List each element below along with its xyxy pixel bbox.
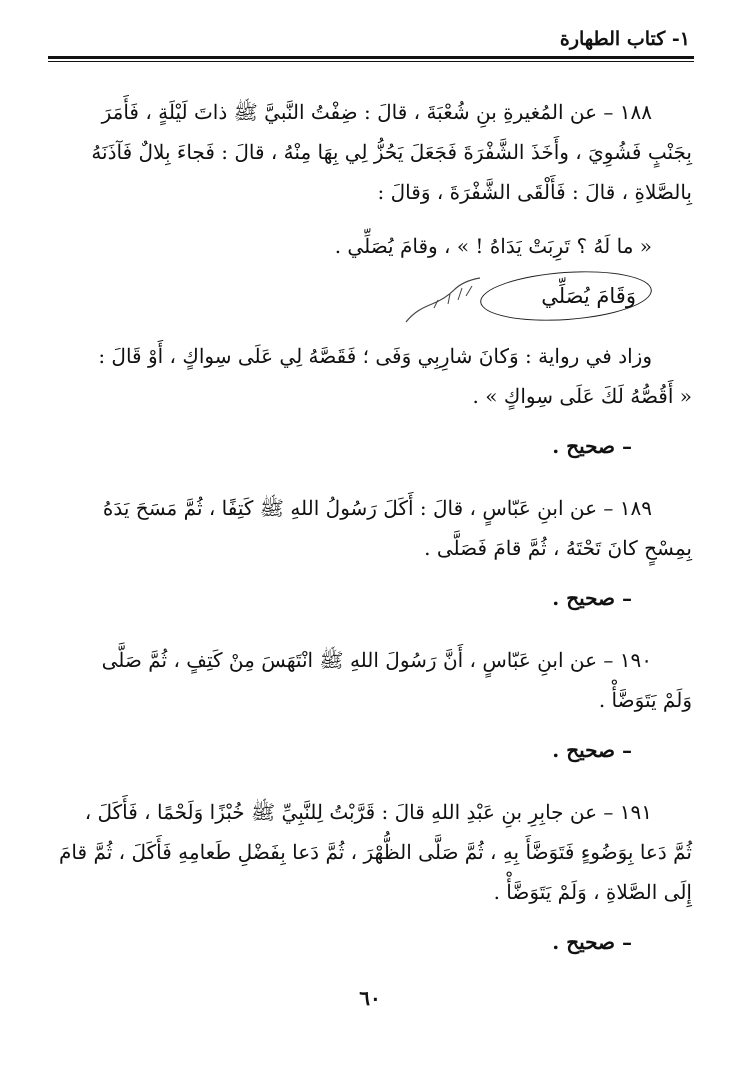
hadith-188-line-1: ١٨٨ – عن المُغيرةِ بنِ شُعْبَةَ ، قالَ : ضِفْتُ النَّبيَّ ﷺ ذاتَ لَيْلَةٍ ، فَأَمَرَ [101,100,652,124]
annotation-scribble-icon [402,270,482,326]
hadith-191-line-2: ثُمَّ دَعا بِوَضُوءٍ فَتَوَضَّأَ بِهِ ، ثُمَّ صَلَّى الظُّهْرَ ، ثُمَّ دَعا بِفَضْلِ طَعامِهِ فَأَكَلَ ، ثُمَّ قامَ [59,840,692,864]
hadith-190-verdict: – صحيح . [552,738,632,762]
running-header-title: ١- كتاب الطهارة [559,28,690,50]
hadith-190-line-1: ١٩٠ – عن ابنِ عَبّاسٍ ، أَنَّ رَسُولَ اللهِ ﷺ انْتَهَسَ مِنْ كَتِفٍ ، ثُمَّ صَلَّى [101,648,652,672]
page-body [46,92,692,984]
hadith-188-line-3: بِالصَّلاةِ ، قالَ : فَأَلْقَى الشَّفْرَةَ ، وَقالَ : [377,180,692,204]
hadith-189-verdict: – صحيح . [552,586,632,610]
header-rule-thick [48,56,694,59]
hadith-191-line-3: إِلَى الصَّلاةِ ، وَلَمْ يَتَوَضَّأْ . [493,880,692,904]
hadith-188-verdict: – صحيح . [552,434,632,458]
hadith-188-extra-line-2: « أَقُصُّهُ لَكَ عَلَى سِواكٍ » . [472,384,692,408]
hadith-188-quote: « ما لَهُ ؟ تَرِبَتْ يَدَاهُ ! » ، وقامَ يُصَلِّي . [334,234,652,258]
page-number: ٦٠ [359,986,381,1010]
hadith-189-line-1: ١٨٩ – عن ابنِ عَبّاسٍ ، قالَ : أَكَلَ رَسُولُ اللهِ ﷺ كَتِفًا ، ثُمَّ مَسَحَ يَدَهُ [102,496,652,520]
hadith-191 [46,792,692,962]
hadith-191-verdict: – صحيح . [552,930,632,954]
hadith-190 [46,640,692,770]
hadith-188-extra-line-1: وزاد في رواية : وَكانَ شارِبِي وَفَى ؛ فَقَصَّهُ لِي عَلَى سِواكٍ ، أَوْ قَالَ : [98,344,652,368]
hadith-189 [46,488,692,618]
header-rule-thin [48,61,694,62]
hadith-191-line-1: ١٩١ – عن جابِرِ بنِ عَبْدِ اللهِ قالَ : قَرَّبْتُ لِلنَّبِيِّ ﷺ خُبْزًا وَلَحْمًا ، فَأَكَلَ ، [84,800,652,824]
hadith-189-line-2: بِمِسْحٍ كانَ تَحْتَهُ ، ثُمَّ قامَ فَصَلَّى . [424,536,692,560]
annotation-text: وَقَامَ يُصَلِّي [541,284,636,308]
hadith-188-line-2: بِجَنْبٍ فَشُوِيَ ، وأَخَذَ الشَّفْرَةَ فَجَعَلَ يَحُزُّ لِي بِهَا مِنْهُ ، قالَ : فَجاءَ بِلالٌ فَآذَنَهُ [91,140,692,164]
hadith-188 [46,92,692,466]
handwritten-annotation [46,266,692,336]
hadith-190-line-2: وَلَمْ يَتَوَضَّأْ . [598,688,692,712]
